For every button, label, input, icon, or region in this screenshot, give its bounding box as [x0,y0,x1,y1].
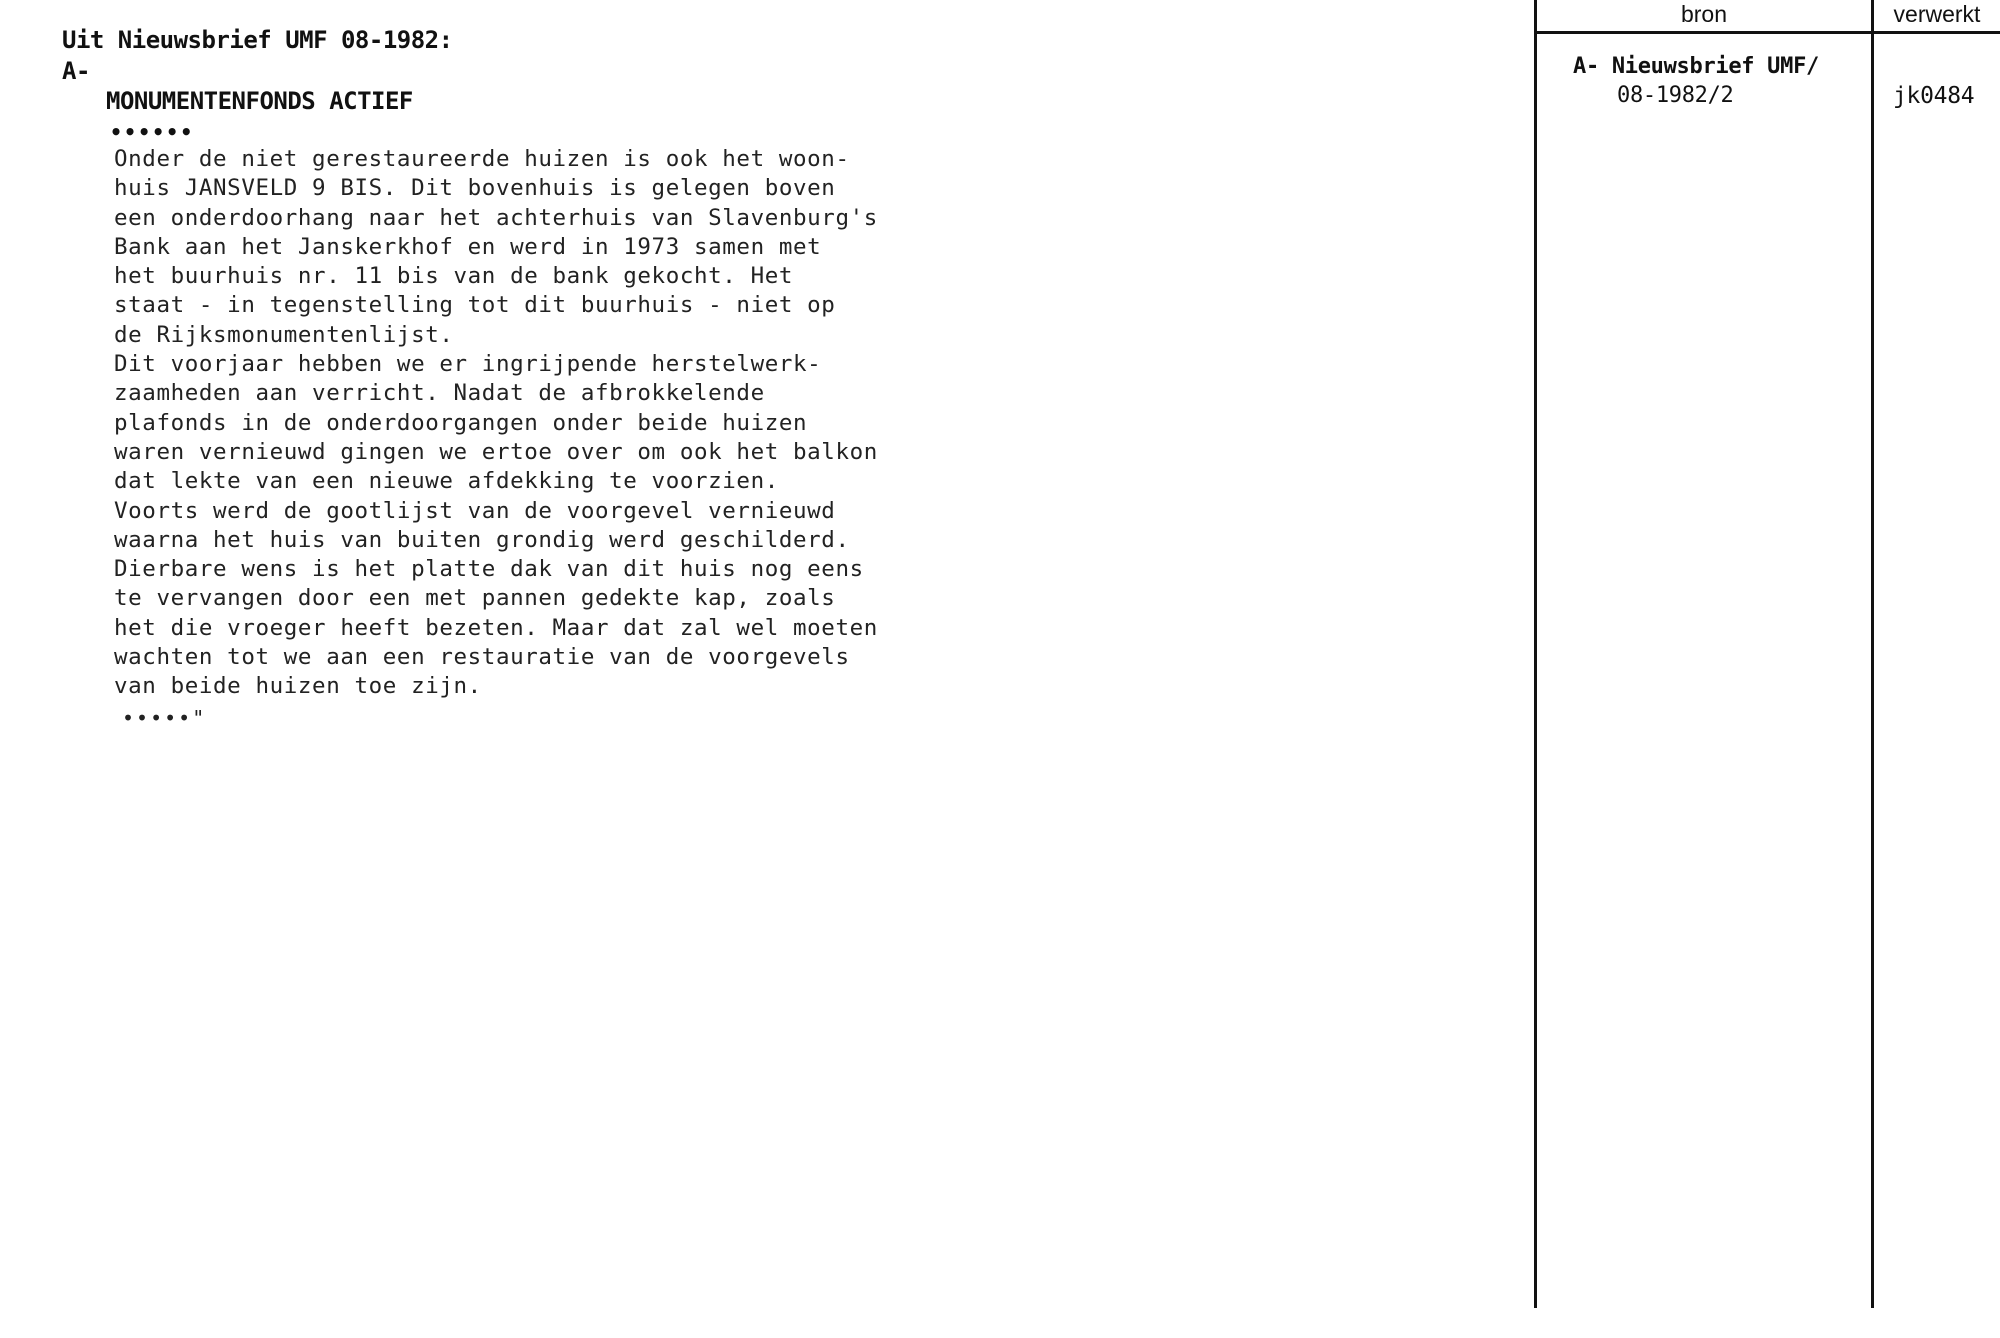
body-line: Onder de niet gerestaureerde huizen is ook het woon- [114,146,850,172]
body-line: waren vernieuwd gingen we ertoe over om ook het balkon [114,438,878,465]
body-line: zaamheden aan verricht. Nadat de afbrokkelende [114,380,765,407]
body-line: huis JANSVELD 9 BIS. Dit bovenhuis is gelegen boven [114,175,836,202]
body-line: Bank aan het Janskerkhof en werd in 1973 samen met [114,233,822,260]
ellipsis-dots-top: •••••• [110,120,195,144]
verwerkt-code: jk0484 [1893,83,1975,109]
column-divider-middle [1871,0,1874,1308]
column-header-verwerkt: verwerkt [1893,1,1981,27]
body-line: Dit voorjaar hebben we er ingrijpende herstelwerk- [114,351,822,378]
body-line: staat - in tegenstelling tot dit buurhuis - niet op [114,292,836,319]
bron-reference-line-1: A- Nieuwsbrief UMF/ [1573,54,1819,79]
source-marker: A- [62,57,90,85]
body-line: waarna het huis van buiten grondig werd geschilderd. [114,526,850,553]
body-line: te vervangen door een met pannen gedekte kap, zoals [114,585,836,612]
header-rule [1534,31,2000,34]
ellipsis-dots-bottom: •••••" [122,706,207,730]
source-line: Uit Nieuwsbrief UMF 08-1982: [62,26,453,54]
body-line: het buurhuis nr. 11 bis van de bank gekocht. Het [114,263,794,290]
body-line: dat lekte van een nieuwe afdekking te voorzien. [114,468,779,495]
body-line: van beide huizen toe zijn. [114,673,482,700]
body-line: een onderdoorhang naar het achterhuis van Slavenburg's [114,204,878,231]
body-line: Voorts werd de gootlijst van de voorgevel vernieuwd [114,497,836,524]
body-line: het die vroeger heeft bezeten. Maar dat zal wel moeten [114,614,878,641]
body-line: plafonds in de onderdoorgangen onder beide huizen [114,409,808,436]
bron-reference-line-2: 08-1982/2 [1617,83,1734,108]
body-line: de Rijksmonumentenlijst. [114,321,454,348]
column-divider-left [1534,0,1537,1308]
article-body [114,145,878,702]
body-line: Dierbare wens is het platte dak van dit huis nog eens [114,556,864,583]
article-title: MONUMENTENFONDS ACTIEF [106,87,413,115]
body-line: wachten tot we aan een restauratie van de voorgevels [114,644,850,671]
column-header-bron: bron [1680,1,1728,27]
